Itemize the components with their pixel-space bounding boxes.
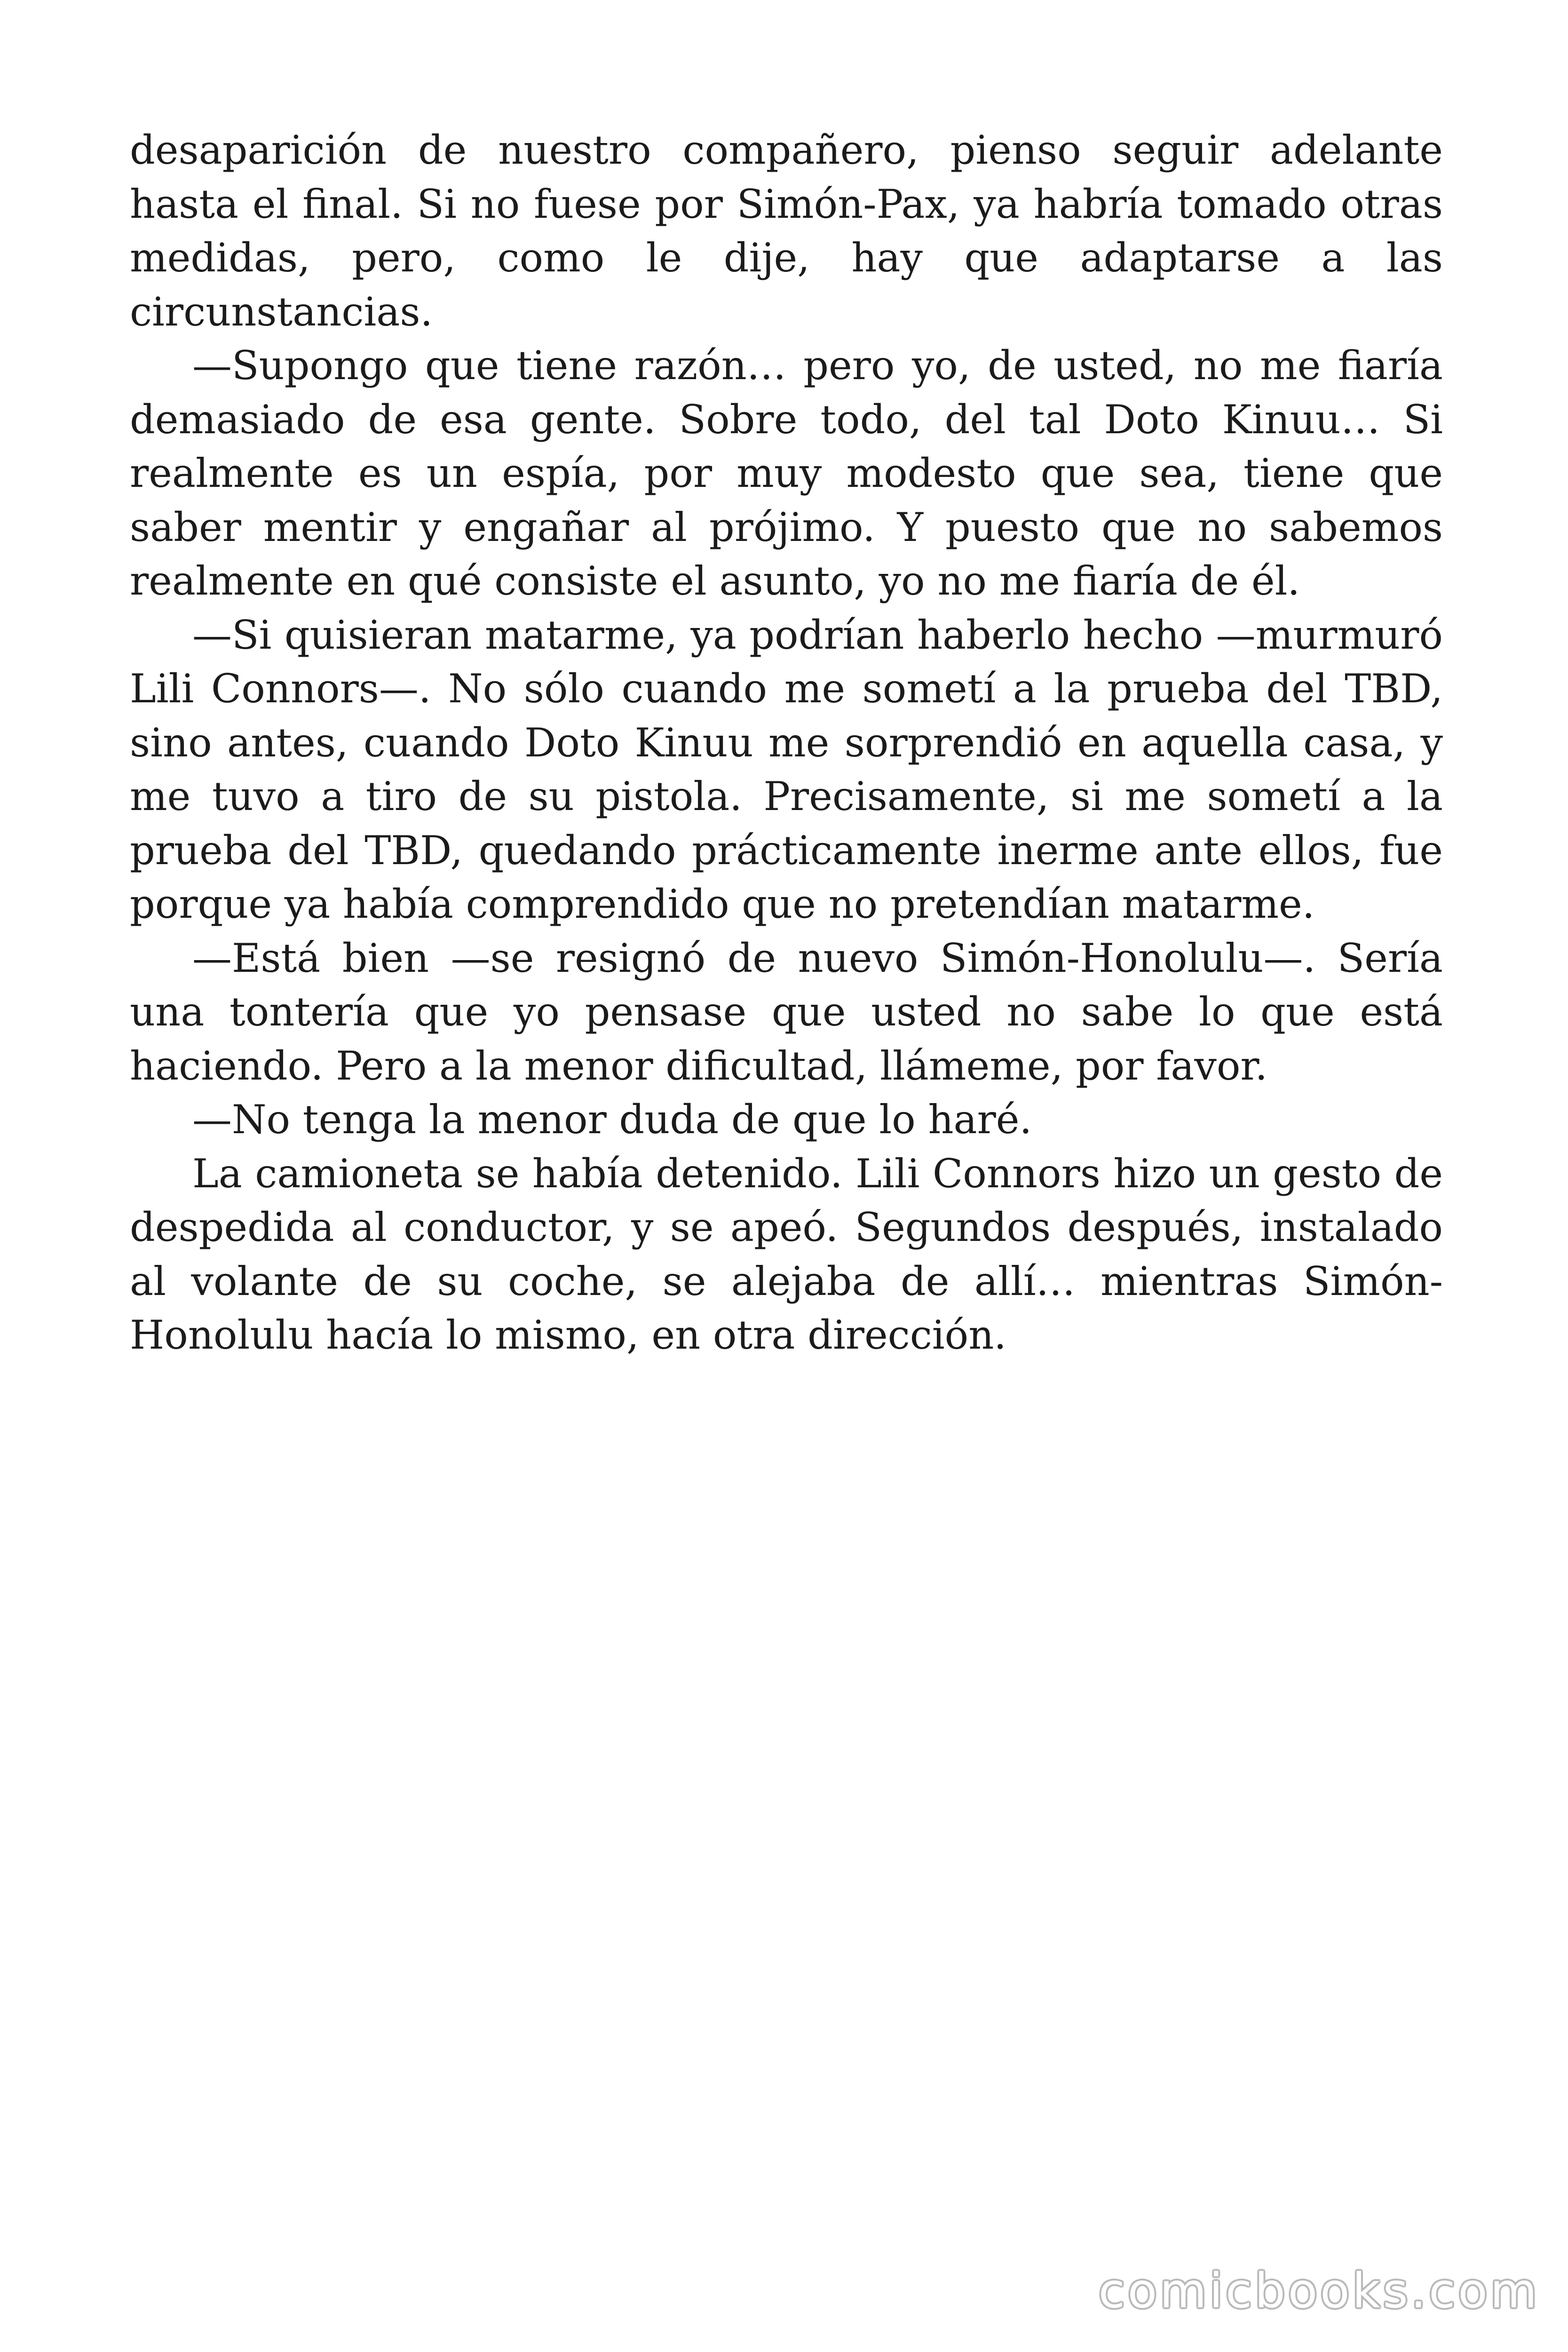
paragraph-6: La camioneta se había detenido. Lili Connors hizo un gesto de despedida al conductor, y se apeó. Segundos después, instalado al volante de su coche, se alejaba de allí… mientras Simón-Honolulu hacía lo mismo, en otra dirección.: [130, 1150, 1443, 1358]
paragraph-3: —Si quisieran matarme, ya podrían haberlo hecho —murmuró Lili Connors—. No sólo cuando me sometí a la prueba del TBD, sino antes, cuando Doto Kinuu me sorprendió en aquella casa, y me tuvo a tiro de su pistola. Precisamente, si me sometí a la prueba del TBD, quedando prácticamente inerme ante ellos, fue porque ya había comprendido que no pretendían matarme.: [130, 612, 1443, 927]
page-body-text: [130, 123, 1443, 1362]
paragraph-5: —No tenga la menor duda de que lo haré.: [192, 1097, 1032, 1143]
paragraph-4: —Está bien —se resignó de nuevo Simón-Honolulu—. Sería una tontería que yo pensase que usted no sabe lo que está haciendo. Pero a la menor dificultad, llámeme, por favor.: [130, 935, 1443, 1089]
paragraph-1: desaparición de nuestro compañero, pienso seguir adelante hasta el final. Si no fuese por Simón-Pax, ya habría tomado otras medidas, pero, como le dije, hay que adaptarse a las circunstancias.: [130, 127, 1443, 335]
paragraph-2: —Supongo que tiene razón… pero yo, de usted, no me fiaría demasiado de esa gente. Sobre todo, del tal Doto Kinuu… Si realmente es un espía, por muy modesto que sea, tiene que saber mentir y engañar al prójimo. Y puesto que no sabemos realmente en qué consiste el asunto, yo no me fiaría de él.: [130, 342, 1443, 604]
watermark: comicbooks.com: [1098, 2263, 1540, 2319]
